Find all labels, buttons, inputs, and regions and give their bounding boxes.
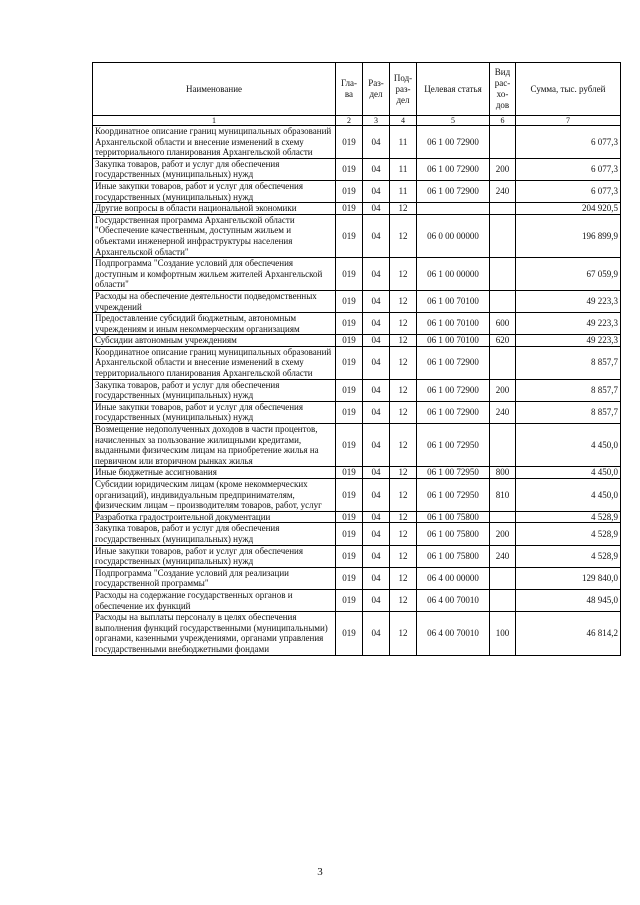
cell-summa: 46 814,2	[516, 612, 621, 655]
cell-razdel: 04	[363, 511, 390, 523]
table-row	[93, 313, 621, 335]
cell-summa: 49 223,3	[516, 313, 621, 335]
cell-razdel: 04	[363, 479, 390, 512]
cell-vid: 800	[490, 467, 516, 479]
cell-razdel: 04	[363, 158, 390, 180]
cell-podrazdel: 11	[390, 158, 417, 180]
cell-vid: 620	[490, 335, 516, 347]
cell-summa: 196 899,9	[516, 214, 621, 257]
cell-razdel: 04	[363, 346, 390, 379]
cell-razdel: 04	[363, 589, 390, 611]
table-row	[93, 203, 621, 215]
table-header-row	[93, 63, 621, 116]
table-row	[93, 346, 621, 379]
cell-name: Разработка градостроительной документации	[93, 511, 336, 523]
header-glava: Гла-ва	[336, 63, 363, 116]
cell-summa: 6 077,3	[516, 158, 621, 180]
cell-statya: 06 1 00 72950	[417, 467, 490, 479]
page-number: 3	[317, 866, 323, 878]
cell-name: Иные закупки товаров, работ и услуг для обеспечения государственных (муниципальных) нужд	[93, 180, 336, 202]
cell-vid	[490, 258, 516, 291]
cell-podrazdel: 11	[390, 180, 417, 202]
column-number: 6	[490, 116, 516, 126]
cell-glava: 019	[336, 589, 363, 611]
table-row	[93, 589, 621, 611]
cell-vid: 240	[490, 180, 516, 202]
cell-vid	[490, 214, 516, 257]
table-row	[93, 567, 621, 589]
table-row	[93, 424, 621, 467]
column-number: 5	[417, 116, 490, 126]
cell-summa: 8 857,7	[516, 379, 621, 401]
cell-summa: 6 077,3	[516, 126, 621, 159]
cell-glava: 019	[336, 523, 363, 545]
cell-razdel: 04	[363, 401, 390, 423]
cell-statya: 06 1 00 72900	[417, 126, 490, 159]
cell-statya: 06 1 00 00000	[417, 258, 490, 291]
table-row	[93, 214, 621, 257]
table-row	[93, 523, 621, 545]
cell-glava: 019	[336, 424, 363, 467]
cell-vid	[490, 567, 516, 589]
cell-summa: 4 528,9	[516, 545, 621, 567]
cell-statya: 06 1 00 72950	[417, 479, 490, 512]
column-number: 2	[336, 116, 363, 126]
cell-name: Подпрограмма "Создание условий для реализации государственной программы"	[93, 567, 336, 589]
cell-razdel: 04	[363, 180, 390, 202]
cell-summa: 4 528,9	[516, 523, 621, 545]
cell-summa: 4 528,9	[516, 511, 621, 523]
cell-glava: 019	[336, 126, 363, 159]
cell-vid: 240	[490, 545, 516, 567]
cell-podrazdel: 12	[390, 335, 417, 347]
cell-podrazdel: 12	[390, 290, 417, 312]
cell-name: Иные бюджетные ассигнования	[93, 467, 336, 479]
cell-podrazdel: 12	[390, 511, 417, 523]
header-name: Наименование	[93, 63, 336, 116]
table-row	[93, 545, 621, 567]
cell-name: Возмещение недополученных доходов в части процентов, начисленных за пользование жилищными кредитами, выданными физическим лицам на приобретение жилья на первичном или вторичном рынках жилья	[93, 424, 336, 467]
cell-summa: 67 059,9	[516, 258, 621, 291]
cell-glava: 019	[336, 379, 363, 401]
cell-razdel: 04	[363, 126, 390, 159]
cell-podrazdel: 12	[390, 424, 417, 467]
cell-statya: 06 1 00 72900	[417, 379, 490, 401]
cell-glava: 019	[336, 290, 363, 312]
cell-vid	[490, 203, 516, 215]
cell-glava: 019	[336, 612, 363, 655]
budget-table	[92, 62, 621, 656]
cell-statya: 06 1 00 70100	[417, 290, 490, 312]
cell-podrazdel: 12	[390, 401, 417, 423]
column-number: 1	[93, 116, 336, 126]
cell-name: Расходы на содержание государственных органов и обеспечение их функций	[93, 589, 336, 611]
column-number: 7	[516, 116, 621, 126]
cell-summa: 49 223,3	[516, 335, 621, 347]
cell-razdel: 04	[363, 258, 390, 291]
cell-name: Подпрограмма "Создание условий для обеспечения доступным и комфортным жильем жителей Архангельской области"	[93, 258, 336, 291]
table-row	[93, 511, 621, 523]
cell-glava: 019	[336, 401, 363, 423]
cell-glava: 019	[336, 335, 363, 347]
cell-name: Закупка товаров, работ и услуг для обеспечения государственных (муниципальных) нужд	[93, 523, 336, 545]
cell-glava: 019	[336, 313, 363, 335]
cell-statya: 06 4 00 70010	[417, 589, 490, 611]
cell-podrazdel: 12	[390, 467, 417, 479]
cell-vid: 810	[490, 479, 516, 512]
cell-statya: 06 1 00 70100	[417, 335, 490, 347]
cell-name: Закупка товаров, работ и услуг для обеспечения государственных (муниципальных) нужд	[93, 158, 336, 180]
cell-podrazdel: 12	[390, 203, 417, 215]
table-row	[93, 258, 621, 291]
column-number-row	[93, 116, 621, 126]
cell-podrazdel: 12	[390, 545, 417, 567]
cell-podrazdel: 12	[390, 523, 417, 545]
cell-podrazdel: 12	[390, 567, 417, 589]
table-row	[93, 479, 621, 512]
cell-statya: 06 4 00 70010	[417, 612, 490, 655]
table-row	[93, 401, 621, 423]
table-row	[93, 290, 621, 312]
cell-vid	[490, 346, 516, 379]
cell-vid: 200	[490, 158, 516, 180]
cell-glava: 019	[336, 258, 363, 291]
cell-statya: 06 0 00 00000	[417, 214, 490, 257]
cell-statya: 06 1 00 72900	[417, 401, 490, 423]
cell-razdel: 04	[363, 203, 390, 215]
cell-name: Закупка товаров, работ и услуг для обеспечения государственных (муниципальных) нужд	[93, 379, 336, 401]
cell-summa: 4 450,0	[516, 479, 621, 512]
cell-razdel: 04	[363, 214, 390, 257]
cell-vid	[490, 511, 516, 523]
table-body	[93, 126, 621, 656]
cell-summa: 129 840,0	[516, 567, 621, 589]
cell-razdel: 04	[363, 612, 390, 655]
cell-statya: 06 1 00 70100	[417, 313, 490, 335]
header-podrazdel: Под-раз-дел	[390, 63, 417, 116]
cell-razdel: 04	[363, 379, 390, 401]
cell-glava: 019	[336, 214, 363, 257]
cell-razdel: 04	[363, 290, 390, 312]
cell-name: Субсидии автономным учреждениям	[93, 335, 336, 347]
cell-vid: 600	[490, 313, 516, 335]
cell-statya: 06 1 00 75800	[417, 545, 490, 567]
cell-statya: 06 4 00 00000	[417, 567, 490, 589]
cell-summa: 4 450,0	[516, 424, 621, 467]
cell-glava: 019	[336, 479, 363, 512]
cell-summa: 48 945,0	[516, 589, 621, 611]
cell-podrazdel: 11	[390, 126, 417, 159]
cell-summa: 49 223,3	[516, 290, 621, 312]
table-row	[93, 180, 621, 202]
cell-name: Субсидии юридическим лицам (кроме некоммерческих организаций), индивидуальным предпринимателям, физическим лицам – производителям товаров, работ, услуг	[93, 479, 336, 512]
column-number: 3	[363, 116, 390, 126]
table-row	[93, 158, 621, 180]
cell-podrazdel: 12	[390, 612, 417, 655]
cell-glava: 019	[336, 511, 363, 523]
cell-vid: 200	[490, 523, 516, 545]
table-row	[93, 335, 621, 347]
cell-statya: 06 1 00 72900	[417, 346, 490, 379]
cell-statya: 06 1 00 72900	[417, 158, 490, 180]
cell-vid	[490, 290, 516, 312]
cell-statya	[417, 203, 490, 215]
cell-podrazdel: 12	[390, 313, 417, 335]
cell-summa: 4 450,0	[516, 467, 621, 479]
cell-vid: 240	[490, 401, 516, 423]
cell-vid: 200	[490, 379, 516, 401]
cell-podrazdel: 12	[390, 589, 417, 611]
cell-name: Государственная программа Архангельской области "Обеспечение качественным, доступным жильем и объектами инженерной инфраструктуры населения Архангельской области"	[93, 214, 336, 257]
cell-summa: 6 077,3	[516, 180, 621, 202]
cell-name: Расходы на обеспечение деятельности подведомственных учреждений	[93, 290, 336, 312]
cell-podrazdel: 12	[390, 346, 417, 379]
cell-razdel: 04	[363, 313, 390, 335]
header-razdel: Раз-дел	[363, 63, 390, 116]
cell-podrazdel: 12	[390, 479, 417, 512]
cell-name: Иные закупки товаров, работ и услуг для обеспечения государственных (муниципальных) нужд	[93, 401, 336, 423]
cell-glava: 019	[336, 567, 363, 589]
header-summa: Сумма, тыс. рублей	[516, 63, 621, 116]
column-number: 4	[390, 116, 417, 126]
cell-glava: 019	[336, 180, 363, 202]
cell-name: Координатное описание границ муниципальных образований Архангельской области и внесение изменений в схему территориального планирования Архангельской области	[93, 346, 336, 379]
cell-summa: 204 920,5	[516, 203, 621, 215]
table-row	[93, 126, 621, 159]
cell-glava: 019	[336, 203, 363, 215]
cell-name: Предоставление субсидий бюджетным, автономным учреждениям и иным некоммерческим организациям	[93, 313, 336, 335]
cell-razdel: 04	[363, 567, 390, 589]
header-statya: Целевая статья	[417, 63, 490, 116]
cell-podrazdel: 12	[390, 214, 417, 257]
cell-podrazdel: 12	[390, 258, 417, 291]
cell-name: Расходы на выплаты персоналу в целях обеспечения выполнения функций государственными (муниципальными) органами, казенными учреждениями, органами управления государственными внебюджетными фондами	[93, 612, 336, 655]
cell-statya: 06 1 00 75800	[417, 511, 490, 523]
cell-statya: 06 1 00 72900	[417, 180, 490, 202]
cell-razdel: 04	[363, 523, 390, 545]
cell-vid	[490, 126, 516, 159]
table-row	[93, 467, 621, 479]
cell-razdel: 04	[363, 335, 390, 347]
cell-summa: 8 857,7	[516, 401, 621, 423]
cell-razdel: 04	[363, 545, 390, 567]
table-row	[93, 612, 621, 655]
cell-razdel: 04	[363, 467, 390, 479]
table-row	[93, 379, 621, 401]
cell-statya: 06 1 00 72950	[417, 424, 490, 467]
cell-statya: 06 1 00 75800	[417, 523, 490, 545]
cell-glava: 019	[336, 158, 363, 180]
cell-vid: 100	[490, 612, 516, 655]
cell-summa: 8 857,7	[516, 346, 621, 379]
cell-glava: 019	[336, 467, 363, 479]
cell-vid	[490, 589, 516, 611]
cell-razdel: 04	[363, 424, 390, 467]
cell-glava: 019	[336, 545, 363, 567]
cell-name: Иные закупки товаров, работ и услуг для обеспечения государственных (муниципальных) нужд	[93, 545, 336, 567]
cell-podrazdel: 12	[390, 379, 417, 401]
cell-name: Другие вопросы в области национальной экономики	[93, 203, 336, 215]
header-vid: Вид рас-хо-дов	[490, 63, 516, 116]
cell-vid	[490, 424, 516, 467]
cell-name: Координатное описание границ муниципальных образований Архангельской области и внесение изменений в схему территориального планирования Архангельской области	[93, 126, 336, 159]
cell-glava: 019	[336, 346, 363, 379]
